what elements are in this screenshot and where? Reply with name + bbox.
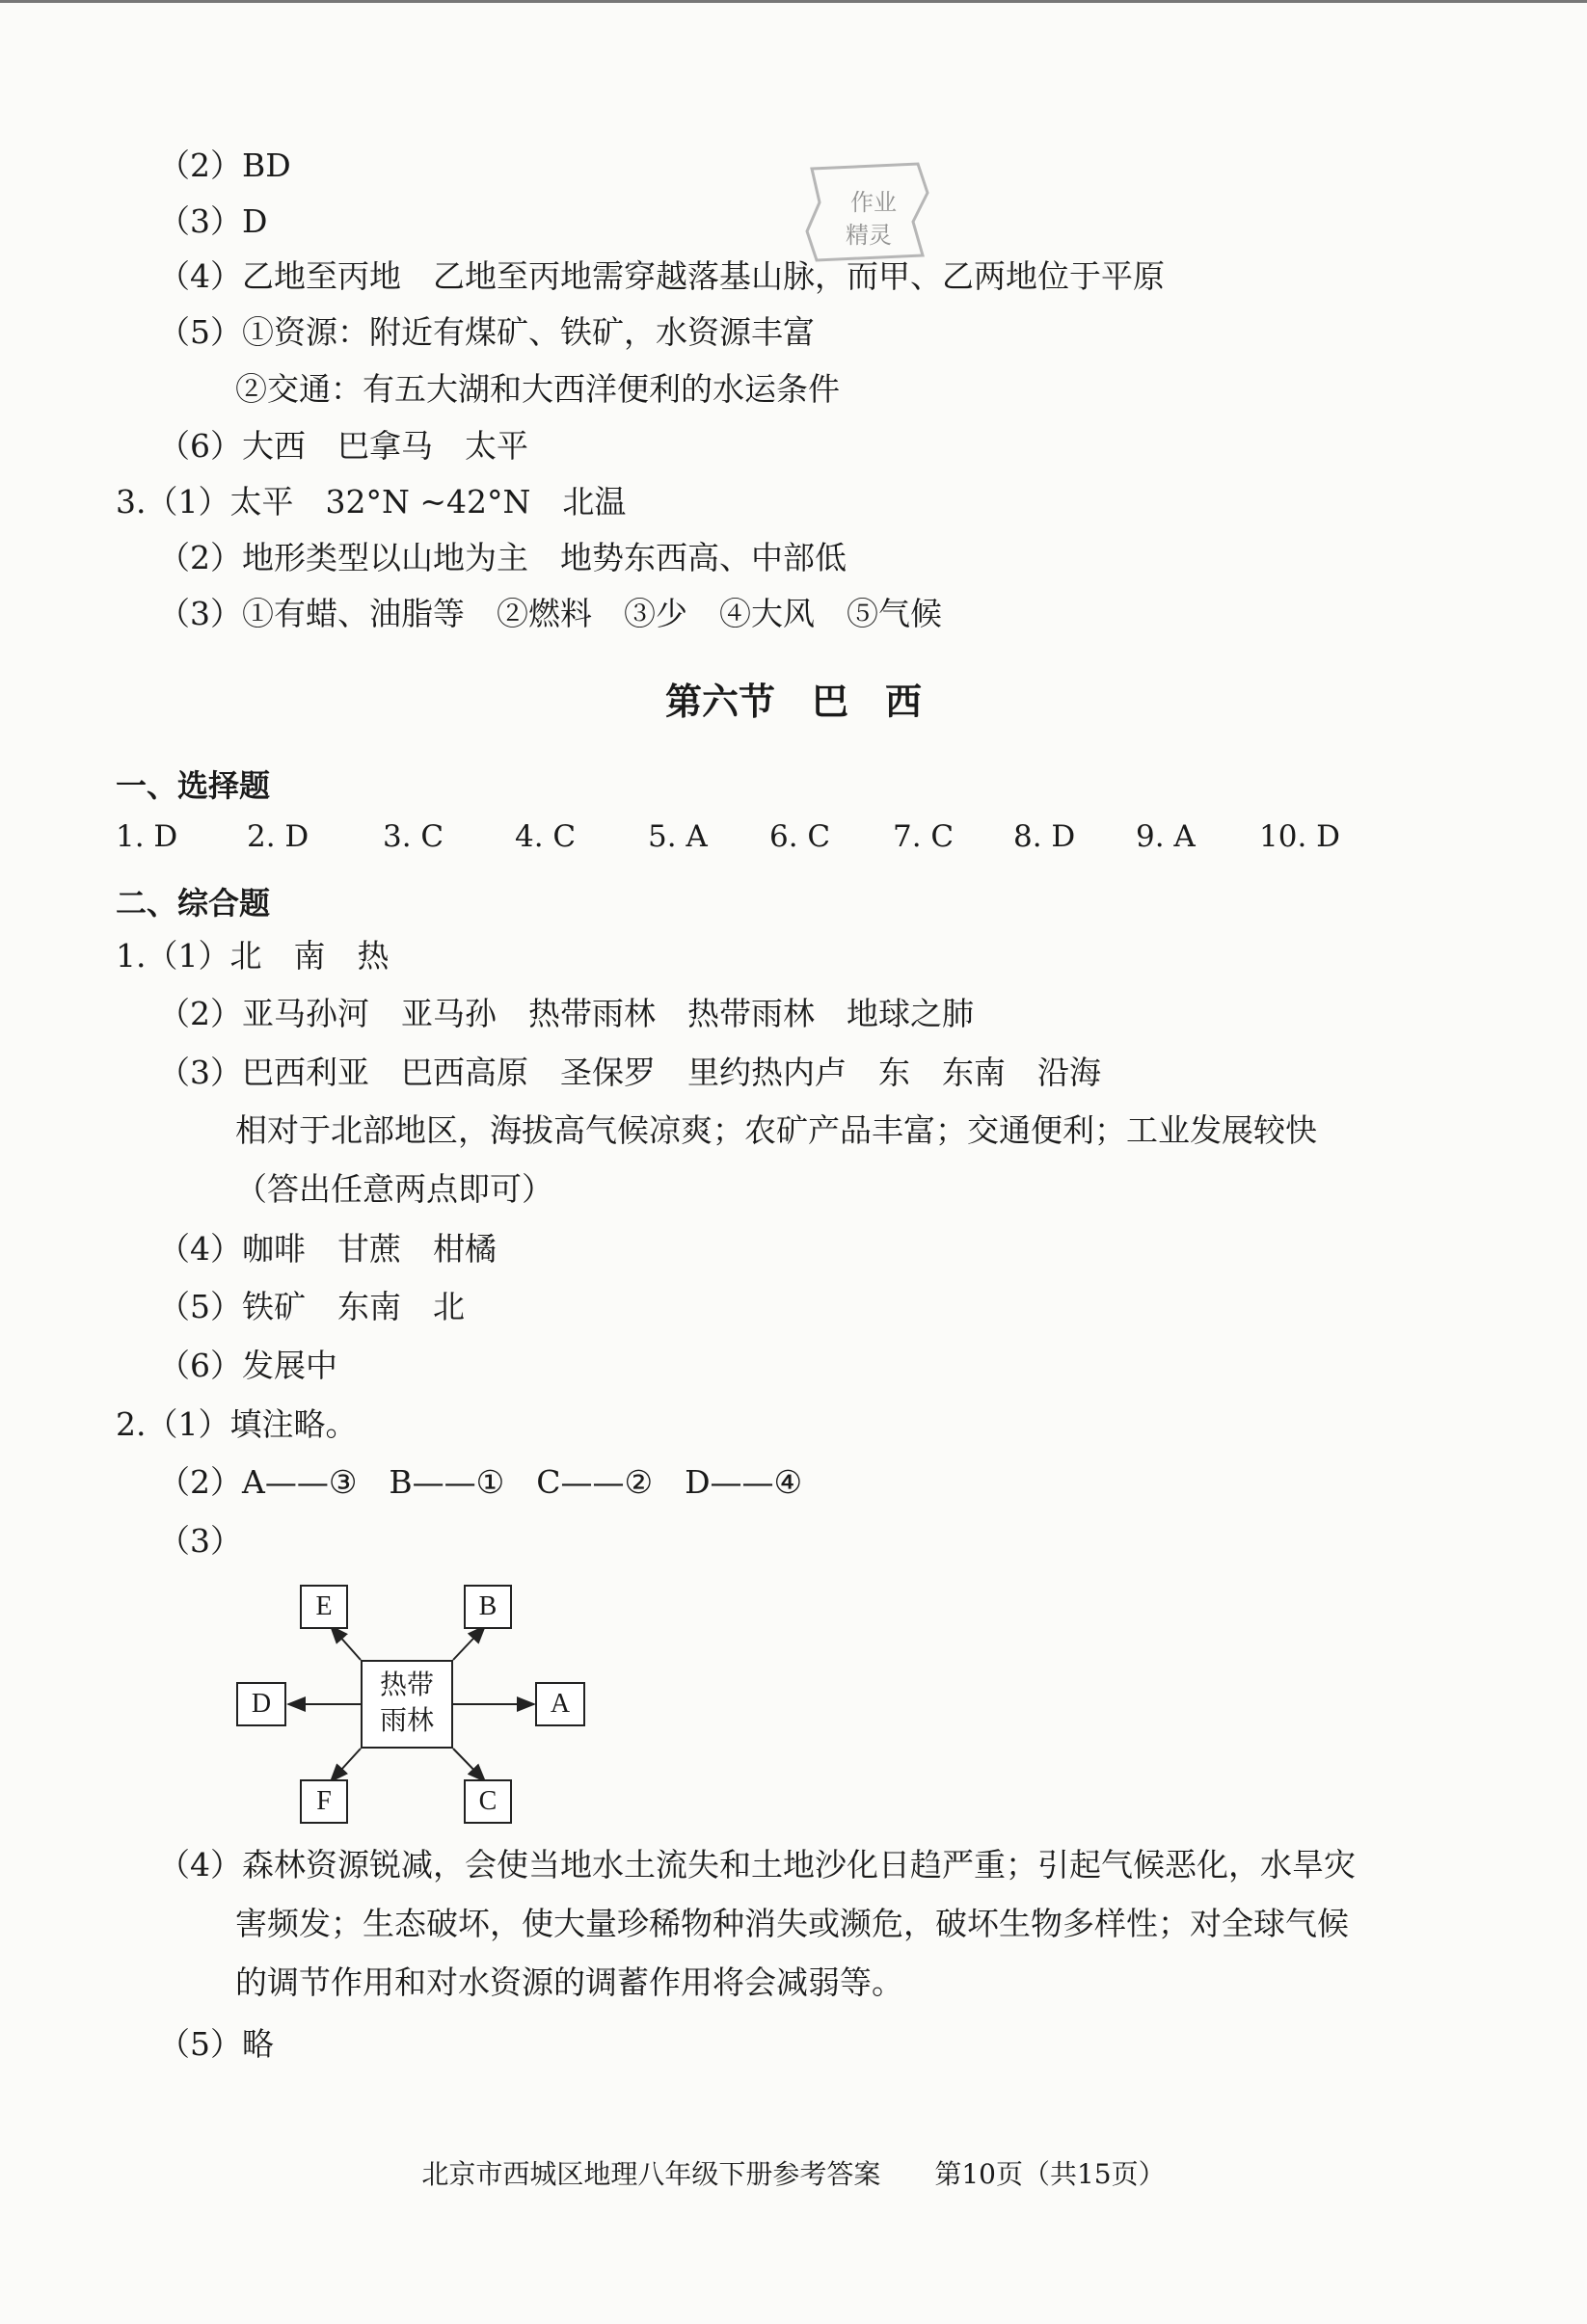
page-footer: 北京市西城区地理八年级下册参考答案 第10页（共15页） bbox=[421, 2158, 1166, 2190]
svg-text:精灵: 精灵 bbox=[846, 222, 892, 249]
answer-line: （5）①资源：附近有煤矿、铁矿，水资源丰富 bbox=[158, 313, 815, 351]
mc-answer: 4. C bbox=[515, 819, 577, 854]
arrow-to-f bbox=[331, 1749, 361, 1781]
center-label: 雨林 bbox=[379, 1706, 434, 1736]
arrow-to-e bbox=[331, 1626, 361, 1660]
mc-answer: 6. C bbox=[769, 819, 831, 854]
section-title: 第六节 巴 西 bbox=[664, 680, 922, 723]
answer-line: （3）D bbox=[158, 202, 268, 240]
answer-line: （3）①有蜡、油脂等 ②燃料 ③少 ④大风 ⑤气候 bbox=[158, 595, 942, 632]
q1-line: 1.（1）北 南 热 bbox=[116, 937, 390, 975]
mc-answer: 8. D bbox=[1013, 819, 1076, 854]
mc-answer: 2. D bbox=[247, 819, 309, 854]
q1-line: （6）发展中 bbox=[158, 1347, 337, 1384]
q2-4-line: （4）森林资源锐减，会使当地水土流失和土地沙化日趋严重；引起气候恶化，水旱灾 bbox=[158, 1846, 1356, 1883]
node-a: A bbox=[535, 1682, 585, 1726]
node-e: E bbox=[300, 1585, 348, 1629]
q2-5-line: （5）略 bbox=[158, 2025, 274, 2063]
answer-line: （2）地形类型以山地为主 地势东西高、中部低 bbox=[158, 539, 847, 576]
answer-line: （2）BD bbox=[158, 147, 291, 184]
mc-answer: 9. A bbox=[1136, 819, 1196, 854]
answer-line: （6）大西 巴拿马 太平 bbox=[158, 427, 528, 465]
q2-4-line: 害频发；生态破坏，使大量珍稀物种消失或濒危，破坏生物多样性；对全球气候 bbox=[235, 1905, 1349, 1942]
center-label: 热带 bbox=[379, 1670, 434, 1700]
q2-line: （2）A——③ B——① C——② D——④ bbox=[158, 1463, 803, 1501]
q1-line: （5）铁矿 东南 北 bbox=[158, 1288, 465, 1325]
answer-line: 3.（1）太平 32°N ~42°N 北温 bbox=[116, 483, 627, 521]
node-c: C bbox=[464, 1779, 512, 1824]
q1-line: （答出任意两点即可） bbox=[235, 1170, 553, 1208]
answer-line: ②交通：有五大湖和大西洋便利的水运条件 bbox=[235, 370, 840, 408]
center-box-rainforest bbox=[361, 1660, 453, 1749]
mc-answer: 3. C bbox=[383, 819, 444, 854]
watermark-stamp bbox=[793, 154, 937, 270]
q2-4-line: 的调节作用和对水资源的调蓄作用将会减弱等。 bbox=[235, 1963, 903, 2001]
mc-answer: 1. D bbox=[116, 819, 178, 854]
top-border-line bbox=[0, 0, 1587, 3]
svg-text:作业: 作业 bbox=[850, 189, 897, 216]
q1-line: （3）巴西利亚 巴西高原 圣保罗 里约热内卢 东 东南 沿海 bbox=[158, 1054, 1101, 1091]
q1-line: （4）咖啡 甘蔗 柑橘 bbox=[158, 1230, 497, 1268]
node-d: D bbox=[236, 1682, 286, 1726]
node-f: F bbox=[300, 1779, 348, 1824]
q1-line: （2）亚马孙河 亚马孙 热带雨林 热带雨林 地球之肺 bbox=[158, 995, 974, 1032]
answer-line: （4）乙地至丙地 乙地至丙地需穿越落基山脉，而甲、乙两地位于平原 bbox=[158, 257, 1165, 295]
mc-answer: 10. D bbox=[1259, 819, 1341, 854]
arrow-to-b bbox=[453, 1626, 485, 1660]
mc-answer: 5. A bbox=[648, 819, 708, 854]
node-b: B bbox=[464, 1585, 512, 1629]
part2-heading: 二、综合题 bbox=[116, 885, 271, 922]
mc-answer: 7. C bbox=[893, 819, 955, 854]
arrow-to-c bbox=[453, 1749, 485, 1781]
q2-line: 2.（1）填注略。 bbox=[116, 1405, 358, 1443]
q2-line: （3） bbox=[158, 1522, 242, 1560]
q1-line: 相对于北部地区，海拔高气候凉爽；农矿产品丰富；交通便利；工业发展较快 bbox=[235, 1111, 1317, 1149]
part1-heading: 一、选择题 bbox=[116, 767, 271, 804]
